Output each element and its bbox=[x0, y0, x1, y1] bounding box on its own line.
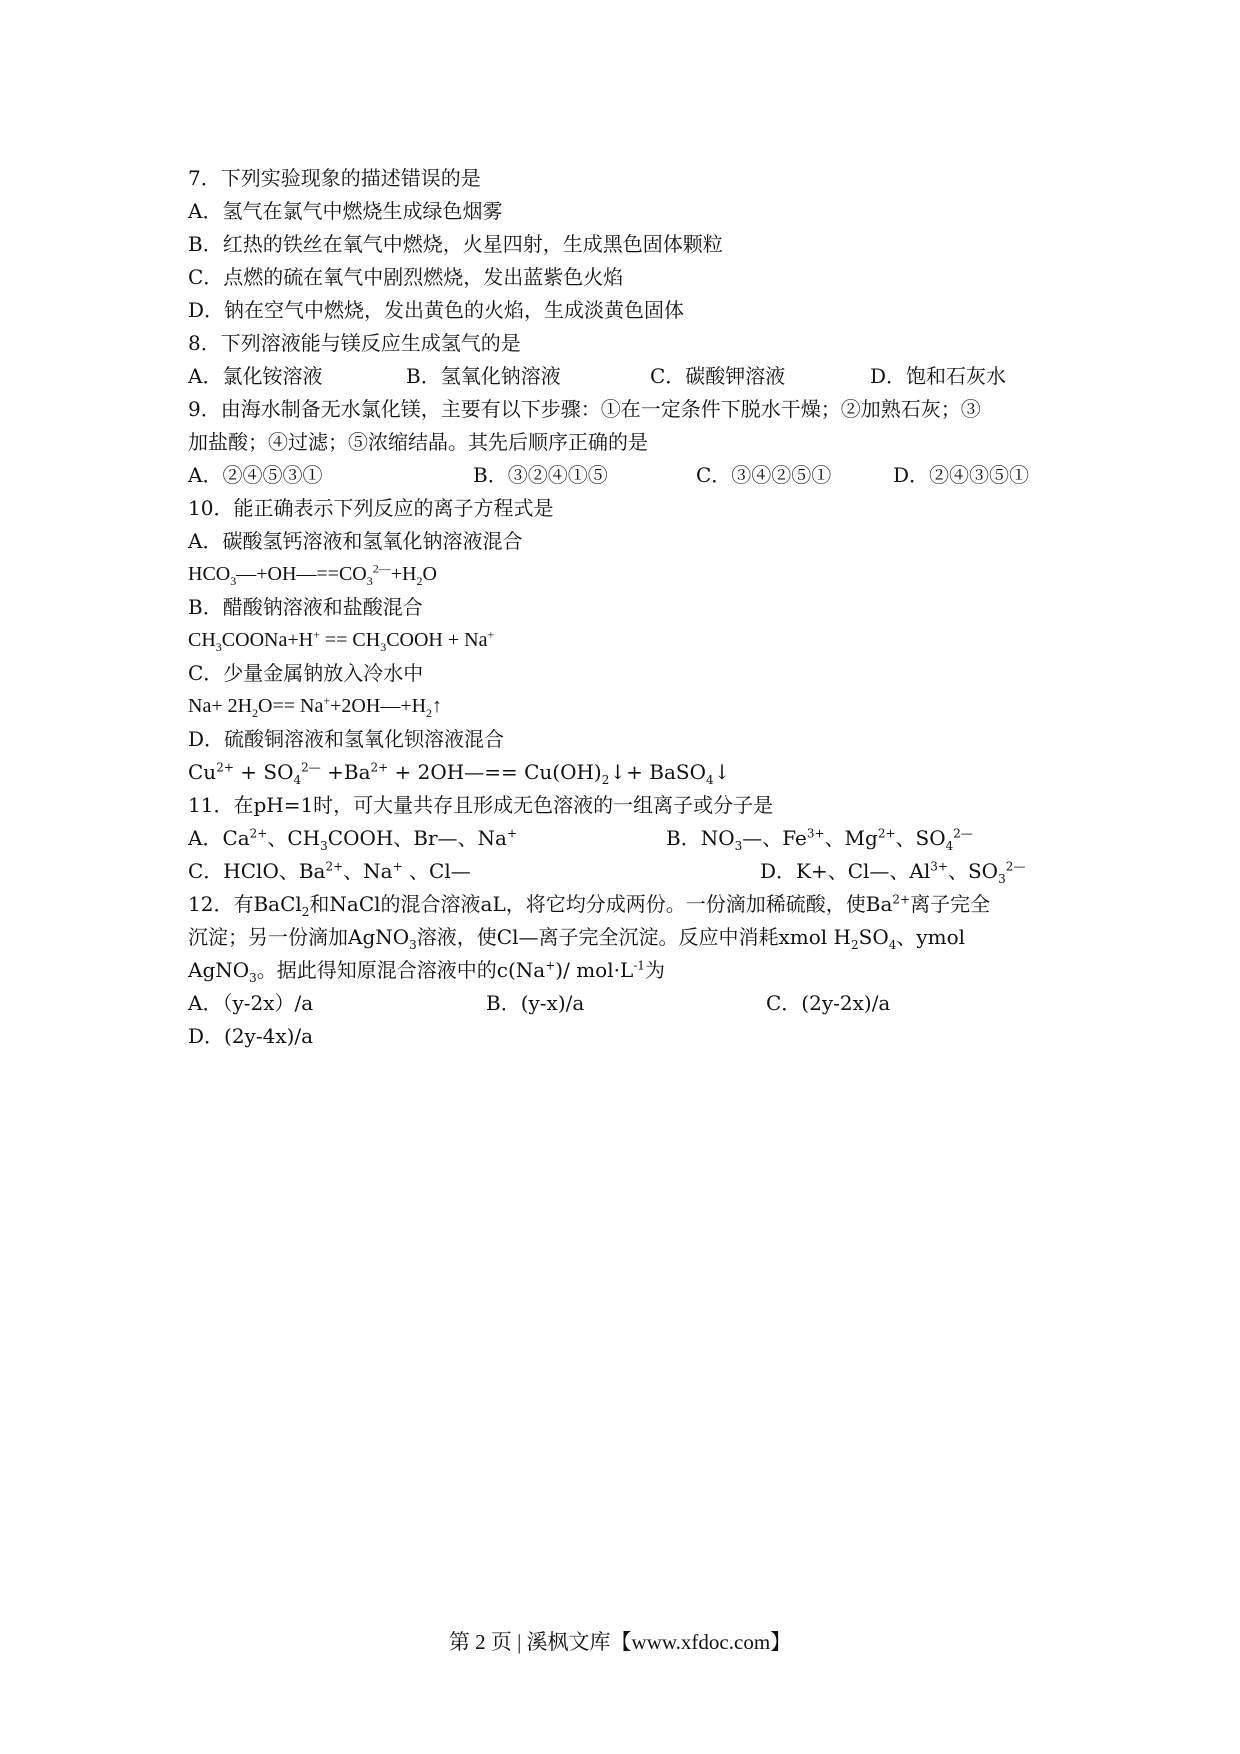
q11-stem: 11．在pH=1时，可大量共存且形成无色溶液的一组离子或分子是 bbox=[188, 793, 774, 817]
q9-option-c: C．③④②⑤① bbox=[696, 463, 832, 487]
q12-option-b: B．(y-x)/a bbox=[486, 991, 585, 1015]
q11-option-d: D．K+、Cl—、$Al^{3+}$、$SO_3^{2—}$ bbox=[760, 859, 1026, 886]
q9-option-a: A．②④⑤③① bbox=[188, 463, 323, 487]
q10-equation-a: $HCO_3—+OH—==CO_3^{2—}+H_2O$ bbox=[188, 561, 437, 588]
q7-option-d: D．钠在空气中燃烧，发出黄色的火焰，生成淡黄色固体 bbox=[188, 298, 685, 322]
q12-option-c: C．(2y-2x)/a bbox=[766, 991, 891, 1015]
q12-option-a: A．（y-2x）/a bbox=[188, 991, 314, 1015]
q11-option-a: A．$Ca^{2+}$、$CH_3COOH$、Br—、Na+ bbox=[188, 826, 518, 853]
q8-option-a: A．氯化铵溶液 bbox=[188, 364, 323, 388]
q9-stem-line1: 9．由海水制备无水氯化镁，主要有以下步骤：①在一定条件下脱水干燥；②加熟石灰；③ bbox=[188, 397, 981, 421]
q8-stem: 8．下列溶液能与镁反应生成氢气的是 bbox=[188, 331, 521, 355]
q12-stem-line2: 沉淀；另一份滴加AgNO$_3$溶液，使Cl—离子完全沉淀。反应中消耗xmol $H_2SO_4$、ymol bbox=[188, 925, 966, 952]
q10-equation-c: $Na+ 2H_2O==$ $Na^++2OH—+H_2↑$ bbox=[188, 693, 443, 720]
q10-option-a: A．碳酸氢钙溶液和氢氧化钠溶液混合 bbox=[188, 529, 523, 553]
q9-option-b: B．③②④①⑤ bbox=[473, 463, 608, 487]
q12-stem-line1: 12．有BaCl$_2$和NaCl的混合溶液aL，将它均分成两份。一份滴加稀硫酸，使$Ba^{2+}$离子完全 bbox=[188, 892, 991, 919]
q10-option-c: C．少量金属钠放入冷水中 bbox=[188, 661, 424, 685]
q8-option-c: C．碳酸钾溶液 bbox=[650, 364, 786, 388]
q10-equation-d: $Cu^{2+} + SO_4^{2—} +Ba^{2+}$ + 2OH—== $Cu(OH)_2↓+$ BaSO$_4$↓ bbox=[188, 760, 731, 787]
page-footer: 第 2 页 | 溪枫文库【www.xfdoc.com】 bbox=[448, 1630, 792, 1654]
q10-equation-b: $CH_3COONa+H^+$ == $CH_3COOH + Na^+$ bbox=[188, 627, 495, 654]
q12-option-d: D．(2y-4x)/a bbox=[188, 1024, 314, 1048]
q11-option-c: C．HClO、$Ba^{2+}$、Na+ 、Cl— bbox=[188, 859, 471, 883]
q7-option-b: B．红热的铁丝在氧气中燃烧，火星四射，生成黑色固体颗粒 bbox=[188, 232, 723, 256]
q7-stem: 7．下列实验现象的描述错误的是 bbox=[188, 166, 481, 190]
q8-option-d: D．饱和石灰水 bbox=[870, 364, 1007, 388]
q9-stem-line2: 加盐酸；④过滤；⑤浓缩结晶。其先后顺序正确的是 bbox=[188, 430, 648, 454]
q12-stem-line3: AgNO$_3$。据此得知原混合溶液中的c(Na+)/ $mol\cdot L^{-1}$为 bbox=[188, 958, 665, 985]
q9-option-d: D．②④③⑤① bbox=[893, 463, 1030, 487]
q10-option-d: D．硫酸铜溶液和氢氧化钡溶液混合 bbox=[188, 727, 505, 751]
q11-option-b: B．$NO_3—$、$Fe^{3+}$、$Mg^{2+}$、$SO_4^{2—}$ bbox=[666, 826, 973, 853]
q7-option-a: A．氢气在氯气中燃烧生成绿色烟雾 bbox=[188, 199, 503, 223]
q10-option-b: B．醋酸钠溶液和盐酸混合 bbox=[188, 595, 423, 619]
q10-stem: 10．能正确表示下列反应的离子方程式是 bbox=[188, 496, 554, 520]
q7-option-c: C．点燃的硫在氧气中剧烈燃烧，发出蓝紫色火焰 bbox=[188, 265, 624, 289]
q8-option-b: B．氢氧化钠溶液 bbox=[406, 364, 561, 388]
